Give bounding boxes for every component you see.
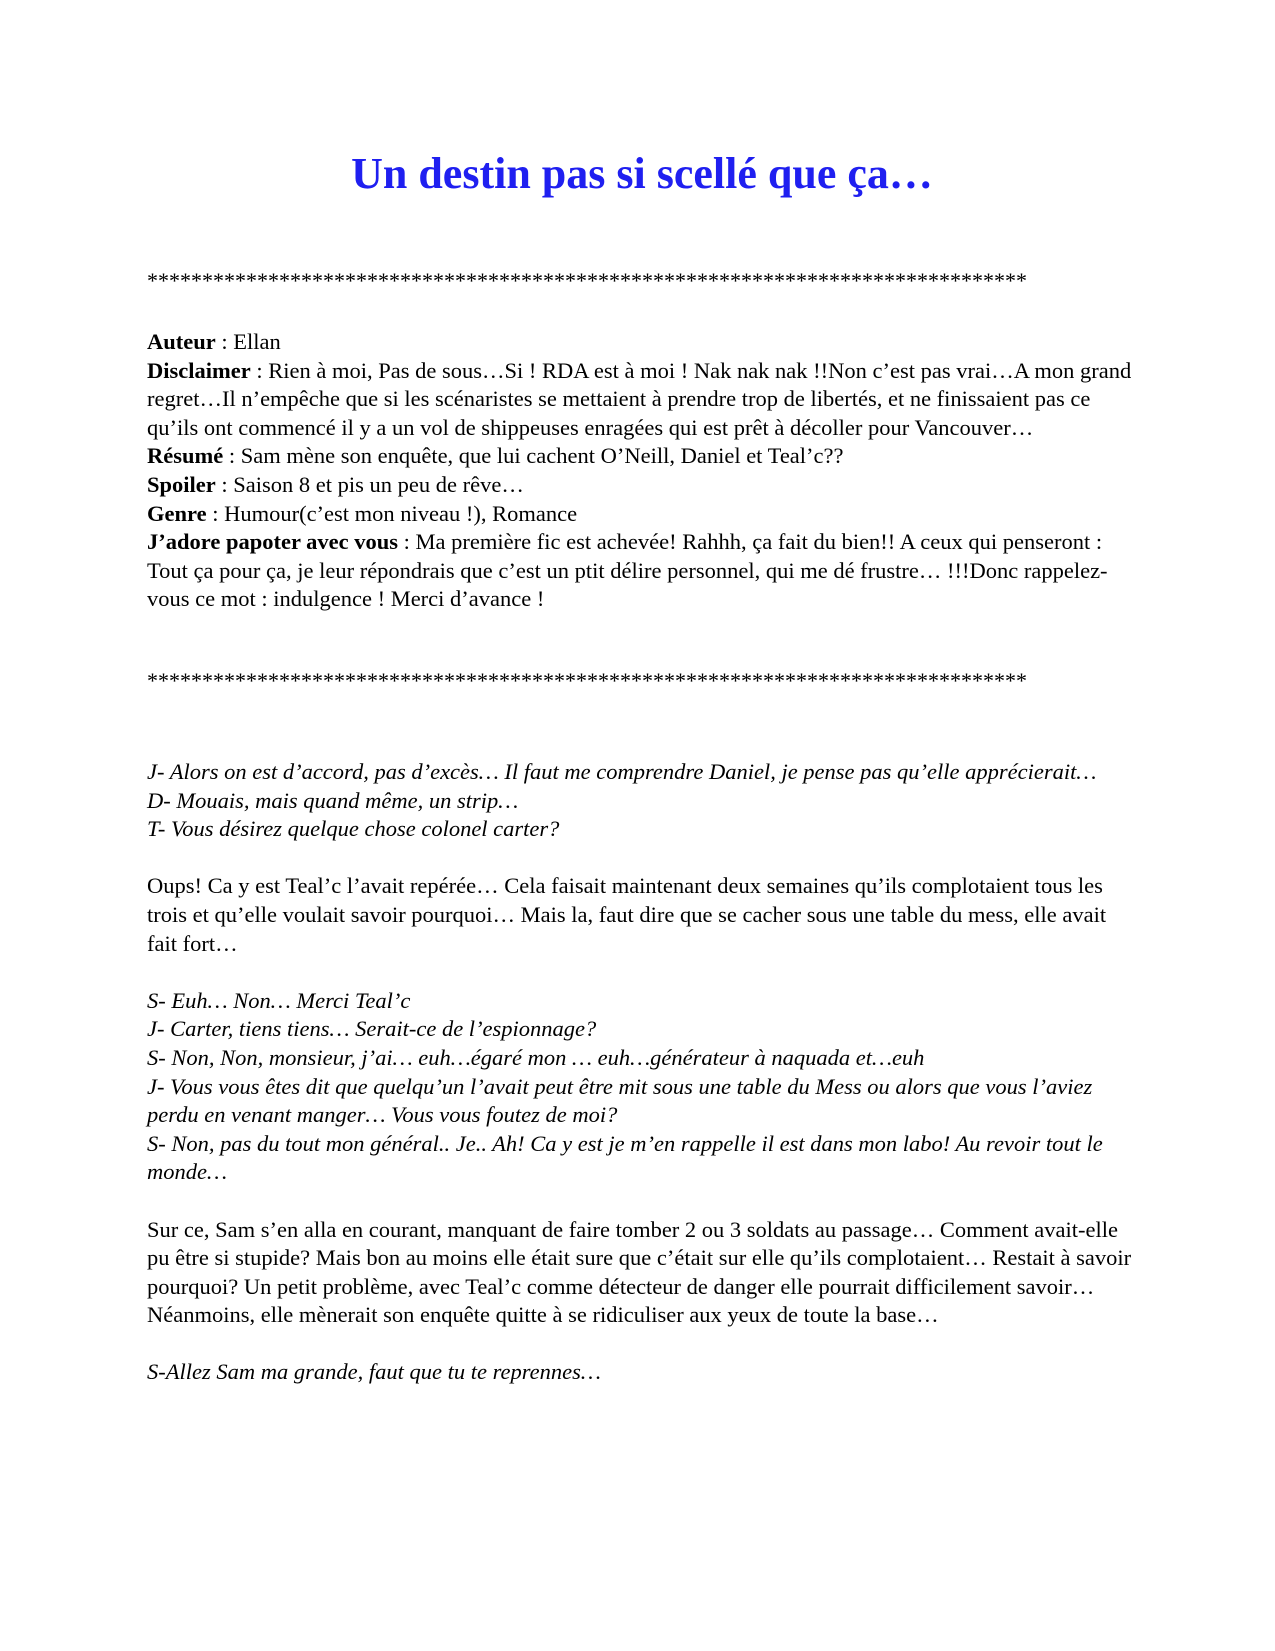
meta-chat — [147, 528, 1137, 614]
paragraph-gap — [147, 1187, 1137, 1216]
meta-disclaimer — [147, 357, 1137, 443]
story-body — [147, 758, 1137, 1387]
meta-author — [147, 328, 1137, 357]
meta-label: Résumé — [147, 443, 224, 469]
narration-paragraph: Sur ce, Sam s’en alla en courant, manquant de faire tomber 2 ou 3 soldats au passage… Comment avait-elle pu être si stupide? Mais bon au moins elle était sure que c’était sur elle qu’ils complotaient… Restait à savoir pourquoi? Un petit problème, avec Teal’c comme détecteur de danger elle pourrait difficilement savoir…Néanmoins, elle mènerait son enquête quitte à se ridiculiser aux yeux de toute la base… — [147, 1216, 1132, 1328]
meta-genre — [147, 500, 1137, 529]
meta-value: : Ma première fic est achevée! Rahhh, ça fait du bien!! A ceux qui penseront : Tout ça pour ça, je leur répondrais que c’est un ptit délire personnel, qui me dé frustre… !!!Donc rappelez-vous ce mot : indulgence ! Merci d’avance ! — [147, 529, 1108, 612]
paragraph-gap — [147, 844, 1137, 873]
dialogue-line — [147, 758, 1137, 787]
dialogue-line — [147, 1044, 1137, 1073]
meta-value: : Rien à moi, Pas de sous…Si ! RDA est à moi ! Nak nak nak !!Non c’est pas vrai…A mon grand regret…Il n’empêche que si les scénaristes se mettaient à prendre trop de libertés, et ne finissaient pas ce qu’ils ont commencé il y a un vol de shippeuses enragées qui est prêt à décoller pour Vancouver… — [147, 357, 1132, 440]
paragraph-gap — [147, 1330, 1137, 1359]
dialogue-text: S- Non, pas du tout mon général.. Je.. Ah! Ca y est je m’en rappelle il est dans mon labo! Au revoir tout le monde… — [147, 1130, 1103, 1185]
dialogue-line — [147, 1130, 1137, 1187]
dialogue-line — [147, 1015, 1137, 1044]
meta-value: : Sam mène son enquête, que lui cachent O’Neill, Daniel et Teal’c?? — [223, 443, 844, 469]
separator-top: ******************************************************************************** — [147, 268, 1027, 293]
dialogue-line — [147, 1073, 1137, 1130]
metadata-block — [147, 328, 1137, 614]
meta-label: Genre — [147, 500, 207, 526]
dialogue-line — [147, 787, 1137, 816]
meta-summary — [147, 442, 1137, 471]
dialogue-text: J- Alors on est d’accord, pas d’excès… Il faut me comprendre Daniel, je pense pas qu’elle apprécierait… — [147, 759, 1097, 784]
dialogue-text: S- Euh… Non… Merci Teal’c — [147, 987, 411, 1013]
dialogue-text: T- Vous désirez quelque chose colonel carter? — [147, 816, 560, 842]
meta-value: : Ellan — [215, 329, 281, 354]
dialogue-text: J- Vous vous êtes dit que quelqu’un l’avait peut être mit sous une table du Mess ou alors que vous l’aviez perdu en venant manger… Vous vous foutez de moi? — [147, 1073, 1093, 1128]
narration-paragraph: Oups! Ca y est Teal’c l’avait repérée… Cela faisait maintenant deux semaines qu’ils complotaient tous les trois et qu’elle voulait savoir pourquoi… Mais la, faut dire que se cacher sous une table du mess, elle avait fait fort… — [147, 873, 1107, 956]
dialogue-line — [147, 815, 1137, 844]
dialogue-text: J- Carter, tiens tiens… Serait-ce de l’espionnage? — [147, 1016, 597, 1042]
separator-bottom: ******************************************************************************** — [147, 668, 1027, 693]
meta-label: Auteur — [147, 329, 216, 354]
dialogue-line — [147, 987, 1137, 1016]
dialogue-text: S-Allez Sam ma grande, faut que tu te reprennes… — [147, 1359, 601, 1385]
meta-label: J’adore papoter avec vous — [147, 529, 399, 555]
meta-spoiler — [147, 471, 1137, 500]
meta-label: Spoiler — [147, 471, 216, 497]
dialogue-line — [147, 1358, 1137, 1387]
meta-value: : Humour(c’est mon niveau !), Romance — [206, 500, 578, 526]
dialogue-text: S- Non, Non, monsieur, j’ai… euh…égaré mon … euh…générateur à naquada et…euh — [147, 1044, 925, 1070]
meta-label: Disclaimer — [147, 357, 251, 383]
meta-value: : Saison 8 et pis un peu de rêve… — [215, 471, 524, 497]
page-title: Un destin pas si scellé que ça… — [351, 149, 933, 198]
paragraph-gap — [147, 958, 1137, 987]
dialogue-text: D- Mouais, mais quand même, un strip… — [147, 787, 519, 813]
